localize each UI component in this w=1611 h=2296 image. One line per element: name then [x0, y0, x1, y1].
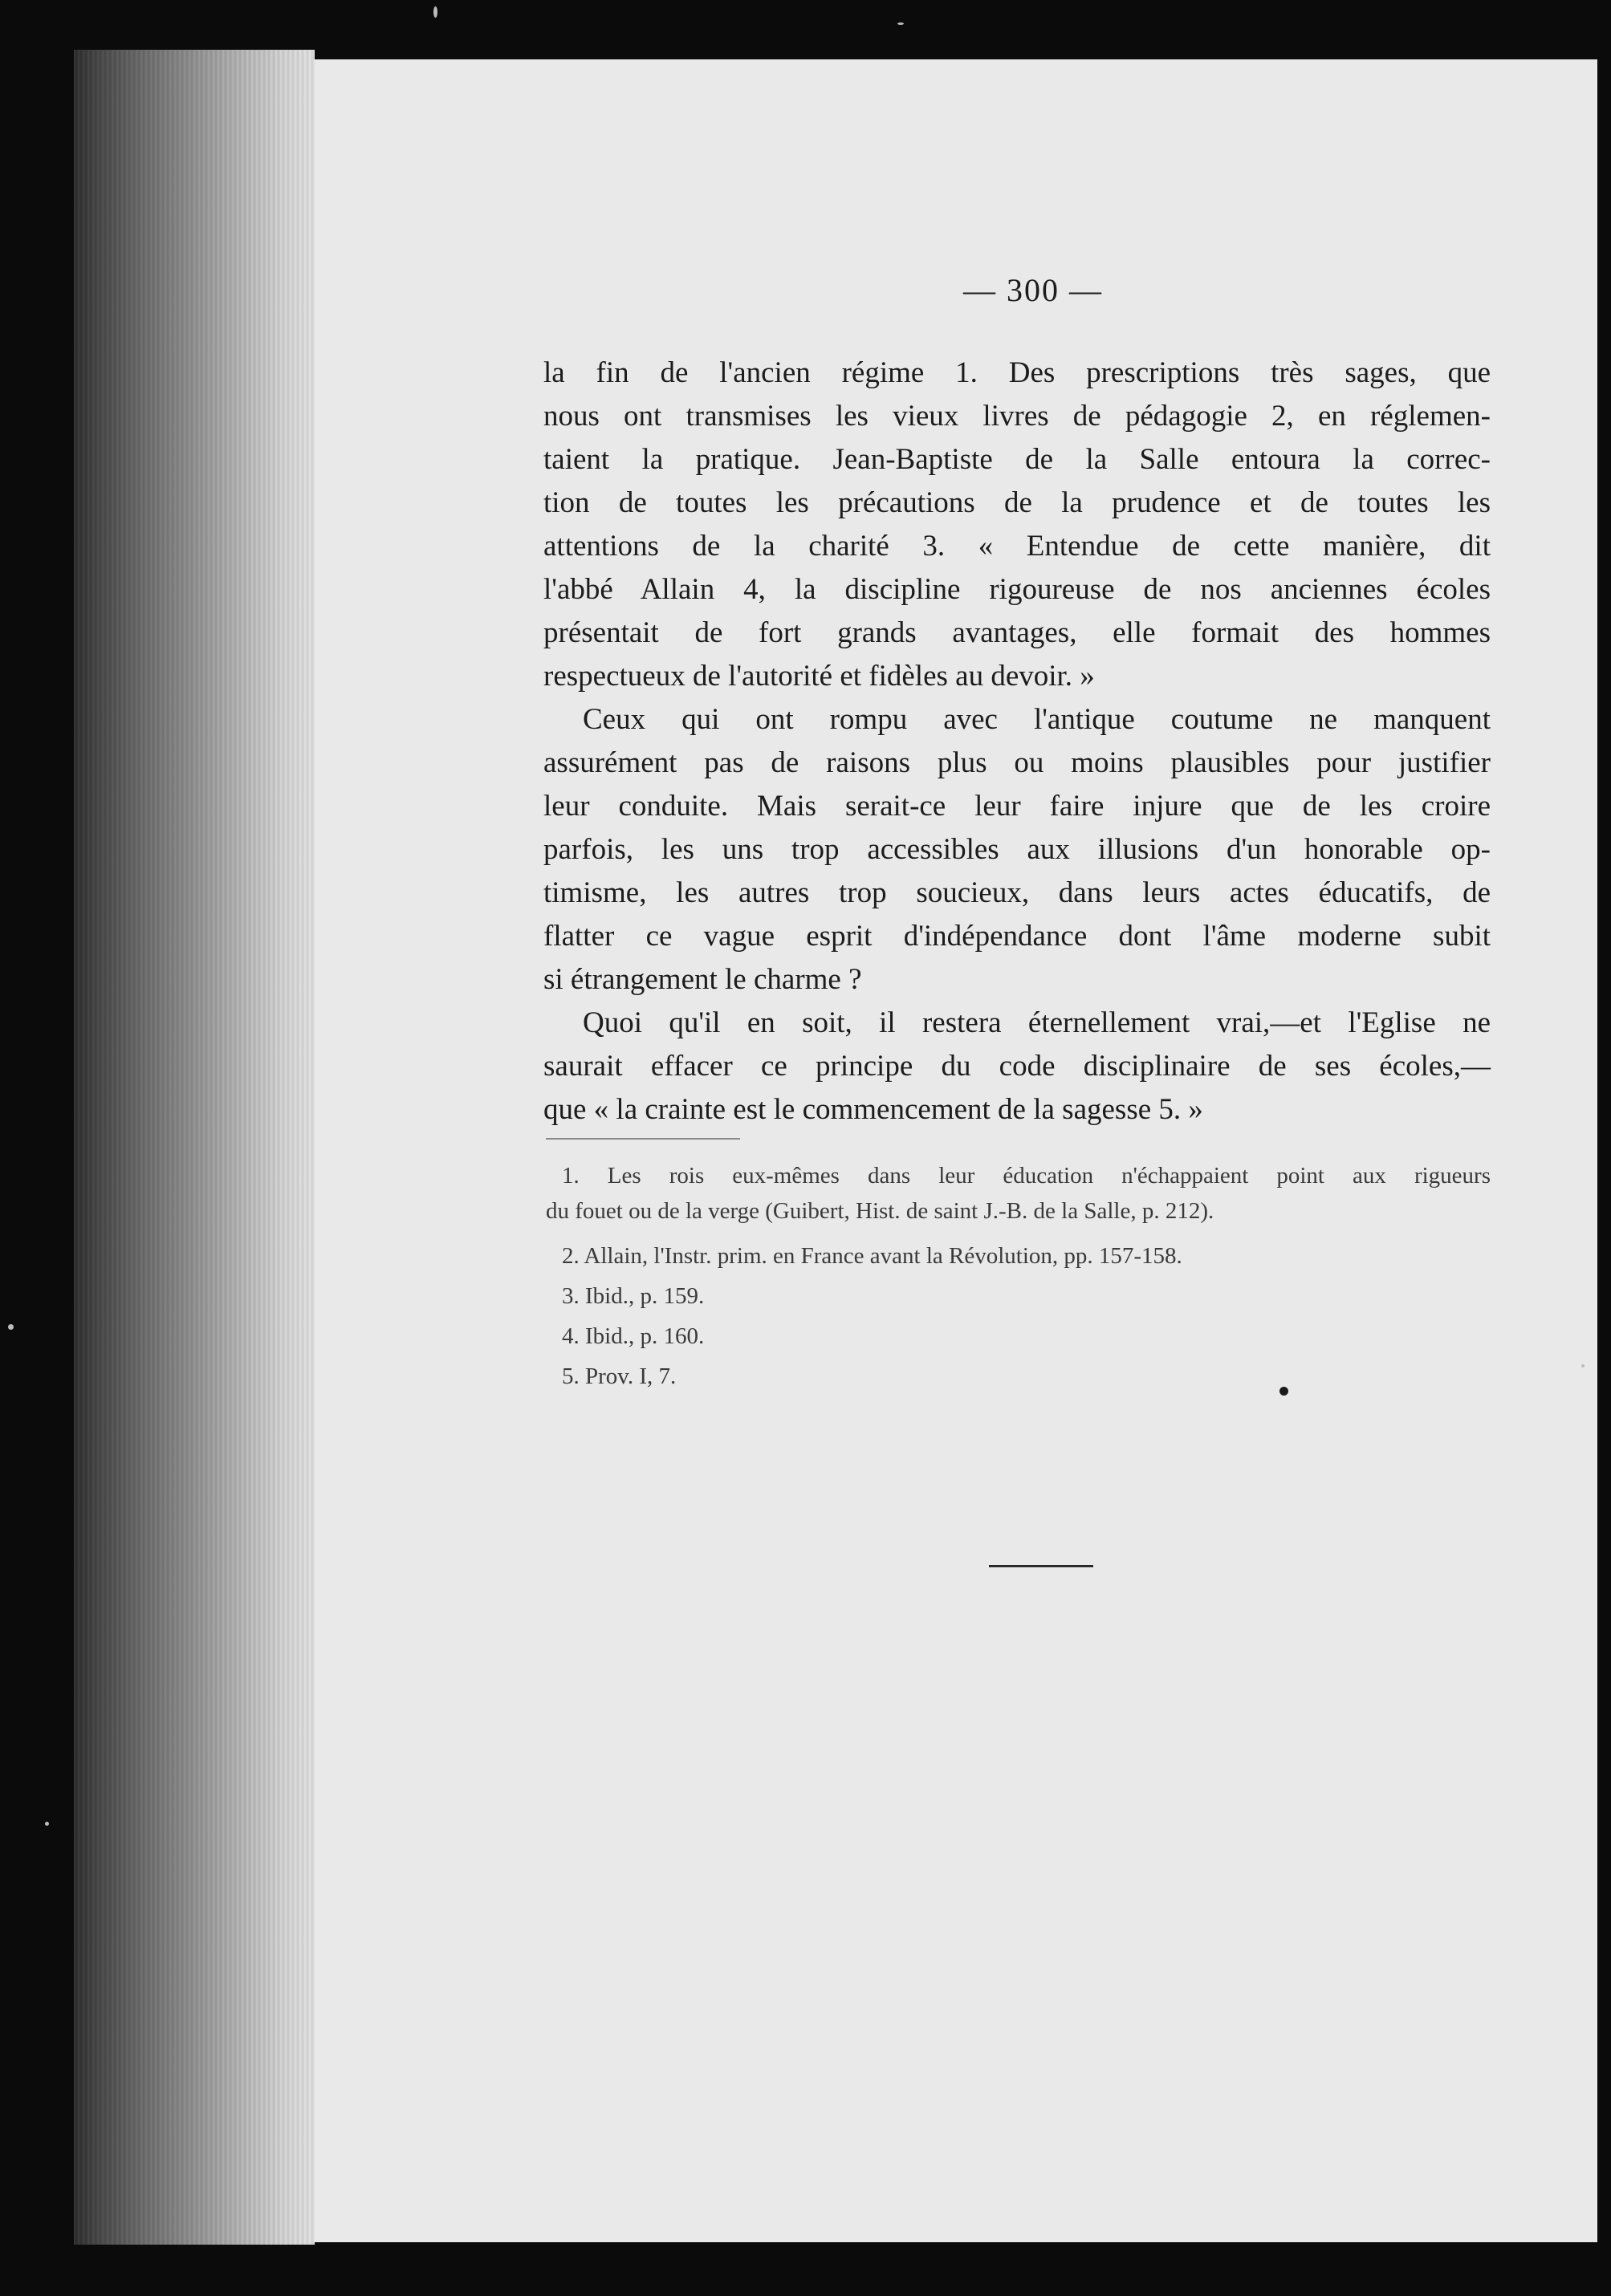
- body-line: la fin de l'ancien régime 1. Des prescriptions très sages, que: [543, 356, 1491, 389]
- body-line: leur conduite. Mais serait-ce leur faire injure que de les croire: [543, 790, 1491, 823]
- ink-dot: [1279, 1387, 1288, 1396]
- body-line: flatter ce vague esprit d'indépendance dont l'âme moderne subit: [543, 920, 1491, 953]
- footnote-4: 4. Ibid., p. 160.: [562, 1323, 705, 1349]
- footnote-separator: [546, 1138, 740, 1140]
- body-line: que « la crainte est le commencement de la sagesse 5. »: [543, 1093, 1203, 1126]
- body-line: l'abbé Allain 4, la discipline rigoureuse de nos anciennes écoles: [543, 573, 1491, 606]
- body-line: taient la pratique. Jean-Baptiste de la Salle entoura la correc-: [543, 443, 1491, 476]
- scan-speck: [1581, 1364, 1585, 1367]
- body-line: Quoi qu'il en soit, il restera éternellement vrai,—et l'Eglise ne: [583, 1006, 1491, 1039]
- footnote-1: 1. Les rois eux-mêmes dans leur éducation n'échappaient point aux rigueurs: [562, 1163, 1491, 1189]
- footnote-3: 3. Ibid., p. 159.: [562, 1283, 705, 1309]
- body-line: assurément pas de raisons plus ou moins plausibles pour justifier: [543, 746, 1491, 779]
- body-line: parfois, les uns trop accessibles aux illusions d'un honorable op-: [543, 833, 1491, 866]
- footnote-2: 2. Allain, l'Instr. prim. en France avant la Révolution, pp. 157-158.: [562, 1243, 1182, 1269]
- body-line: présentait de fort grands avantages, elle formait des hommes: [543, 616, 1491, 649]
- body-line: timisme, les autres trop soucieux, dans leurs actes éducatifs, de: [543, 876, 1491, 909]
- body-line: respectueux de l'autorité et fidèles au devoir. »: [543, 660, 1095, 693]
- body-line: tion de toutes les précautions de la prudence et de toutes les: [543, 486, 1491, 519]
- body-line: saurait effacer ce principe du code disciplinaire de ses écoles,—: [543, 1050, 1491, 1083]
- book-spine-shadow: [74, 50, 315, 2245]
- scan-speck: [897, 22, 904, 25]
- body-line: nous ont transmises les vieux livres de pédagogie 2, en réglemen-: [543, 400, 1491, 433]
- body-line: Ceux qui ont rompu avec l'antique coutume ne manquent: [583, 703, 1491, 736]
- scan-speck: [8, 1324, 14, 1330]
- scan-speck: [433, 6, 437, 18]
- footnote-1-continued: du fouet ou de la verge (Guibert, Hist. de saint J.-B. de la Salle, p. 212).: [546, 1198, 1214, 1224]
- scan-speck: [45, 1822, 49, 1826]
- page-number: — 300 —: [963, 272, 1103, 308]
- body-line: si étrangement le charme ?: [543, 963, 862, 996]
- end-rule: [989, 1565, 1093, 1567]
- body-line: attentions de la charité 3. « Entendue de cette manière, dit: [543, 530, 1491, 563]
- footnote-5: 5. Prov. I, 7.: [562, 1363, 677, 1389]
